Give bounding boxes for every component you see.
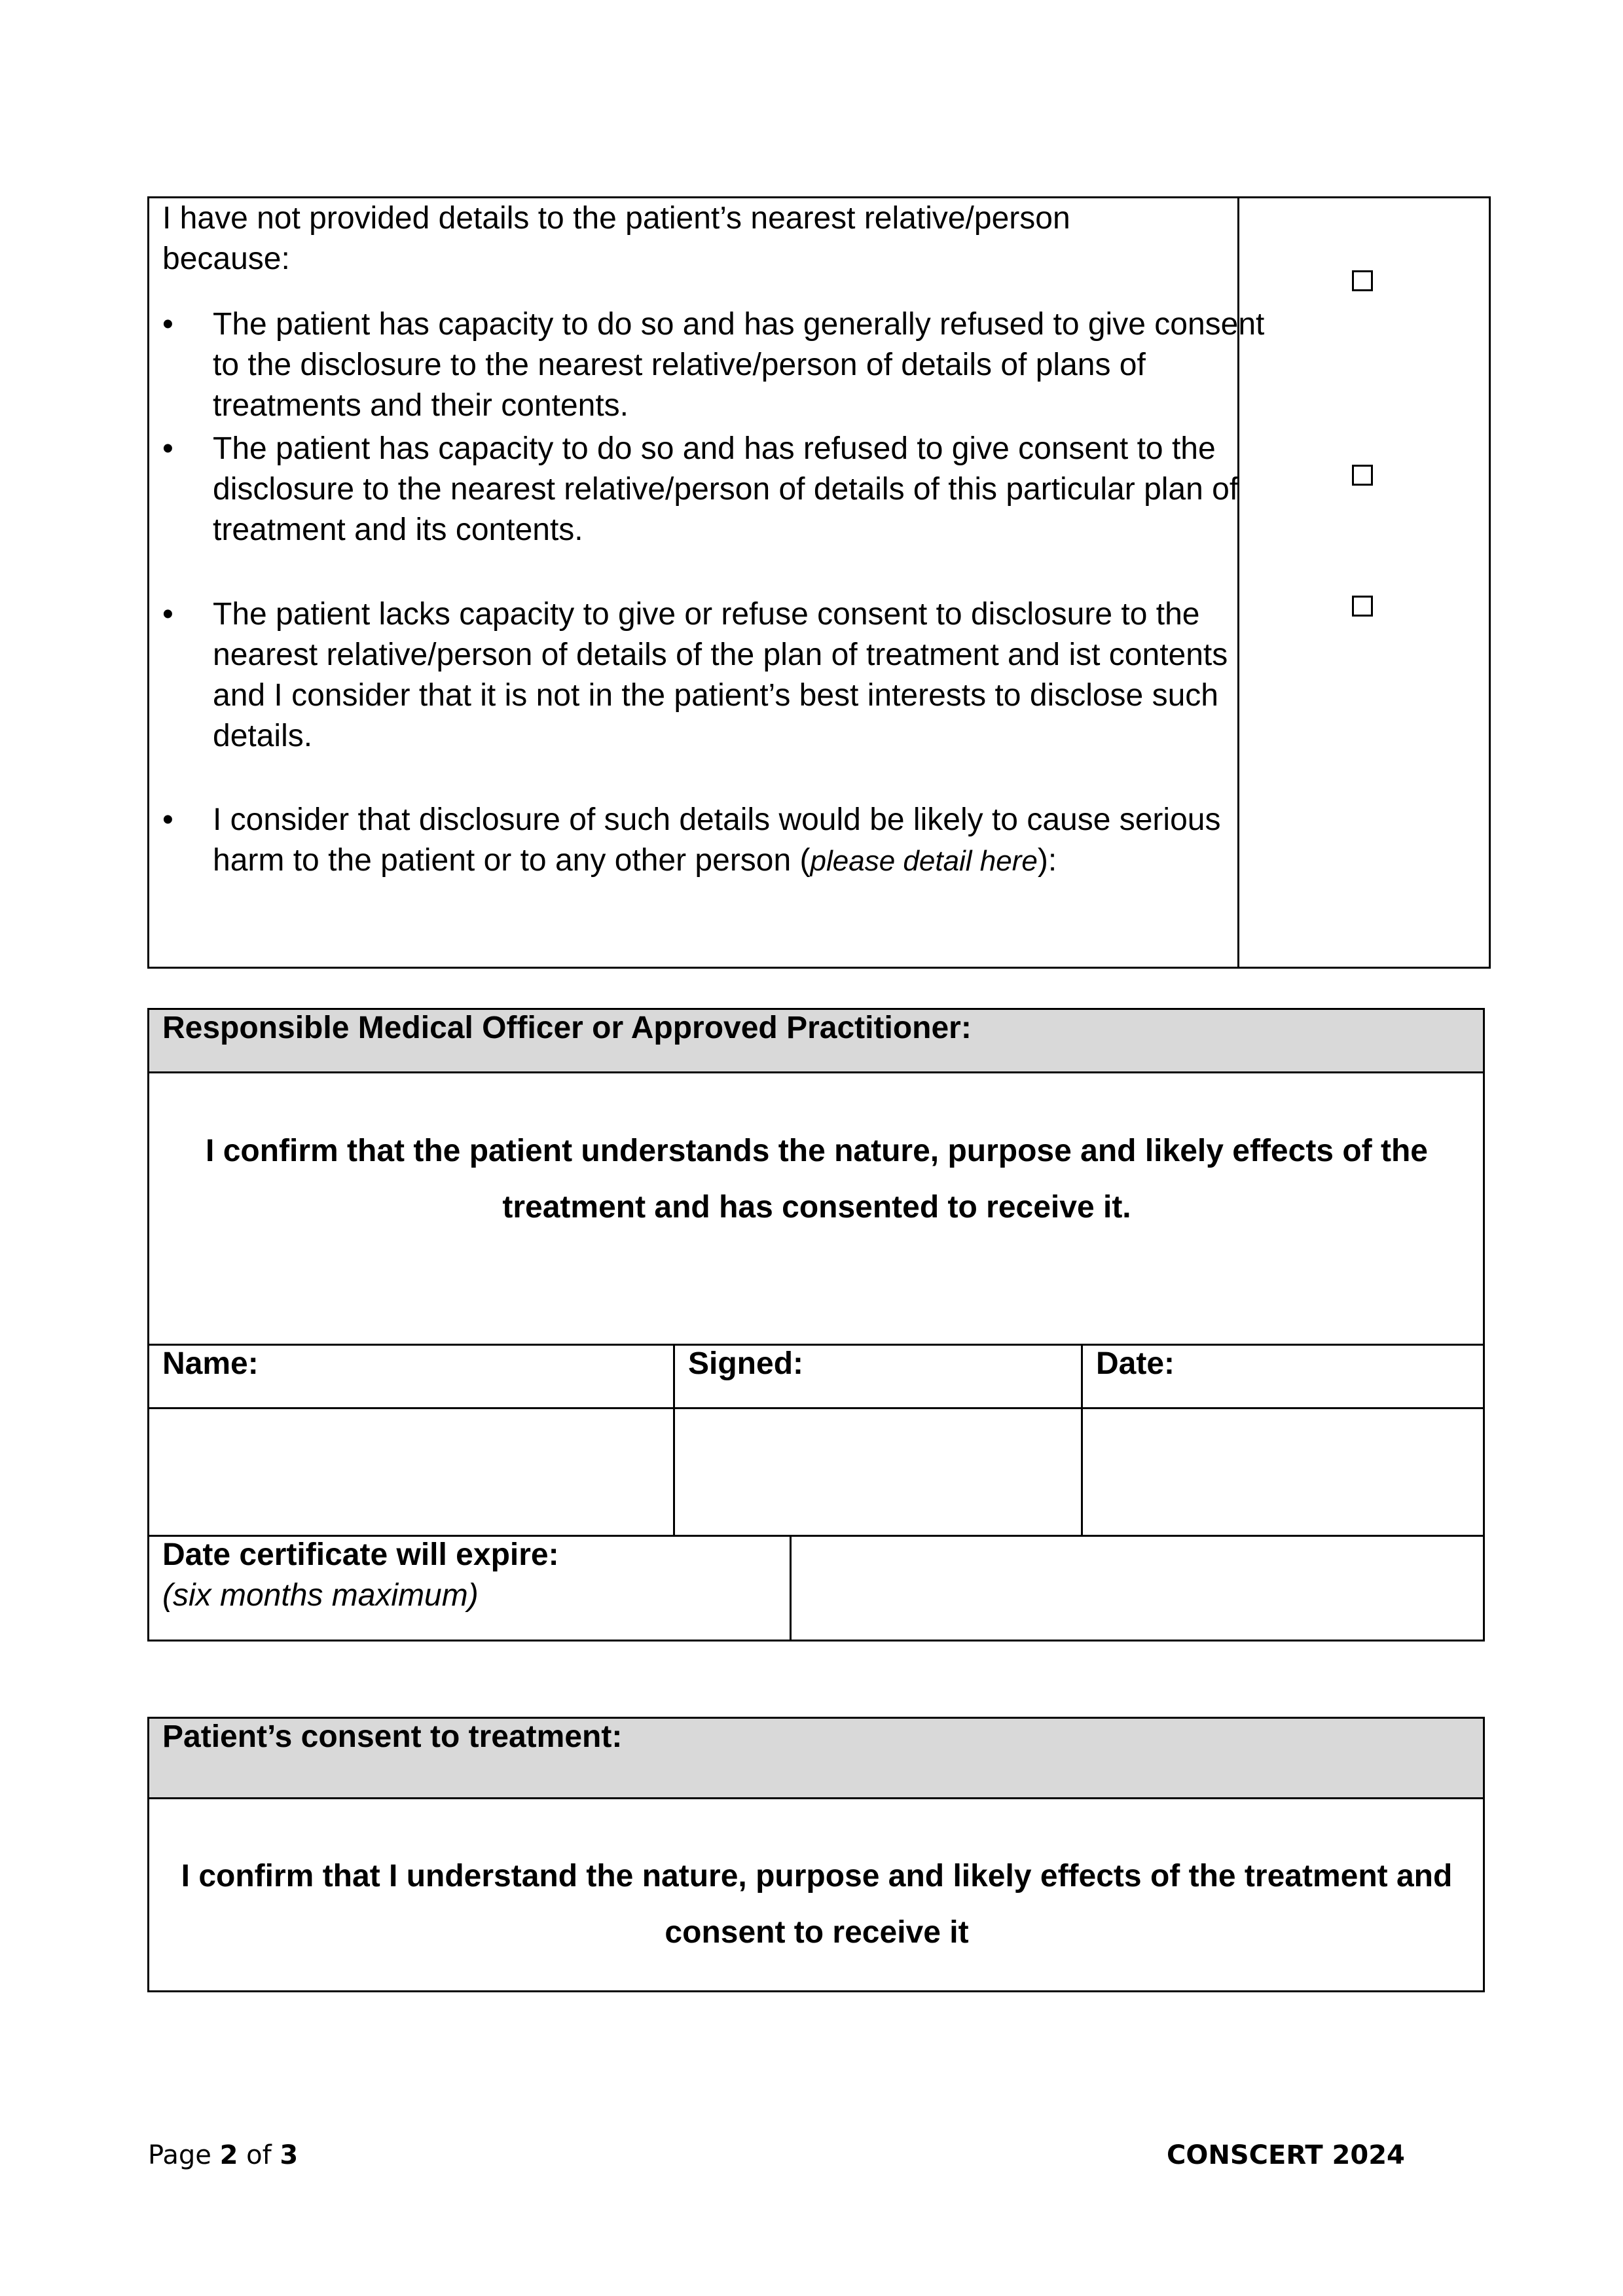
signature-row-top	[147, 1344, 1485, 1346]
signed-date-divider	[1081, 1344, 1083, 1535]
disclosure-reason-2: The patient has capacity to do so and has refused to give consent to the disclosure to the nearest relative/person of details of this particular plan of treatment and its contents.	[213, 431, 1239, 547]
document-code: CONSCERT 2024	[1167, 2140, 1405, 2170]
disclosure-intro: I have not provided details to the patient’s nearest relative/person because:	[162, 201, 1070, 276]
expiry-note: (six months maximum)	[162, 1578, 479, 1613]
reason-1-checkbox[interactable]	[1352, 270, 1373, 291]
reason-4-end: ):	[1037, 843, 1057, 878]
page-current: 2	[219, 2140, 238, 2170]
patient-header-divider	[147, 1797, 1485, 1799]
expiry-label: Date certificate will expire:	[162, 1537, 559, 1572]
page-prefix: Page	[148, 2140, 220, 2170]
rmo-header-divider	[147, 1071, 1485, 1073]
reason-4-text: I consider that disclosure of such details would be likely to cause serious harm to the patient or to any other person (	[213, 802, 1221, 878]
bullet-icon: •	[162, 431, 173, 466]
date-field[interactable]	[1085, 1411, 1482, 1533]
reason-3-checkbox[interactable]	[1352, 596, 1373, 617]
reason-2-checkbox[interactable]	[1352, 465, 1373, 486]
signature-field[interactable]	[678, 1411, 1078, 1533]
expiry-date-field[interactable]	[794, 1539, 1482, 1638]
name-label: Name:	[162, 1346, 259, 1381]
signed-label: Signed:	[688, 1346, 803, 1381]
page-total: 3	[280, 2140, 299, 2170]
rmo-statement: I confirm that the patient understands the nature, purpose and likely effects of the treatment and has consented to receive it.	[206, 1134, 1428, 1225]
name-signed-divider	[673, 1344, 675, 1535]
name-field[interactable]	[152, 1411, 670, 1533]
date-label: Date:	[1096, 1346, 1175, 1381]
disclosure-reason-3: The patient lacks capacity to give or refuse consent to disclosure to the nearest relative/person of details of the plan of treatment and ist contents and I consider that it is not in the patient’s best interests to disclose such details.	[213, 597, 1228, 753]
bullet-icon: •	[162, 802, 173, 837]
bullet-icon: •	[162, 307, 173, 342]
disclosure-reason-1: The patient has capacity to do so and has generally refused to give consent to the disclosure to the nearest relative/person of details of plans of treatments and their contents.	[213, 307, 1265, 423]
signature-label-divider	[147, 1407, 1485, 1409]
bullet-icon: •	[162, 597, 173, 632]
rmo-header: Responsible Medical Officer or Approved Practitioner:	[162, 1011, 972, 1045]
patient-statement: I confirm that I understand the nature, purpose and likely effects of the treatment and consent to receive it	[181, 1859, 1453, 1950]
page-number	[148, 2140, 298, 2171]
reason-4-italic: please detail here	[810, 845, 1038, 877]
page-of: of	[238, 2140, 280, 2170]
expiry-divider	[790, 1535, 792, 1641]
disclosure-reason-4	[213, 800, 1234, 882]
patient-header: Patient’s consent to treatment:	[162, 1719, 623, 1754]
